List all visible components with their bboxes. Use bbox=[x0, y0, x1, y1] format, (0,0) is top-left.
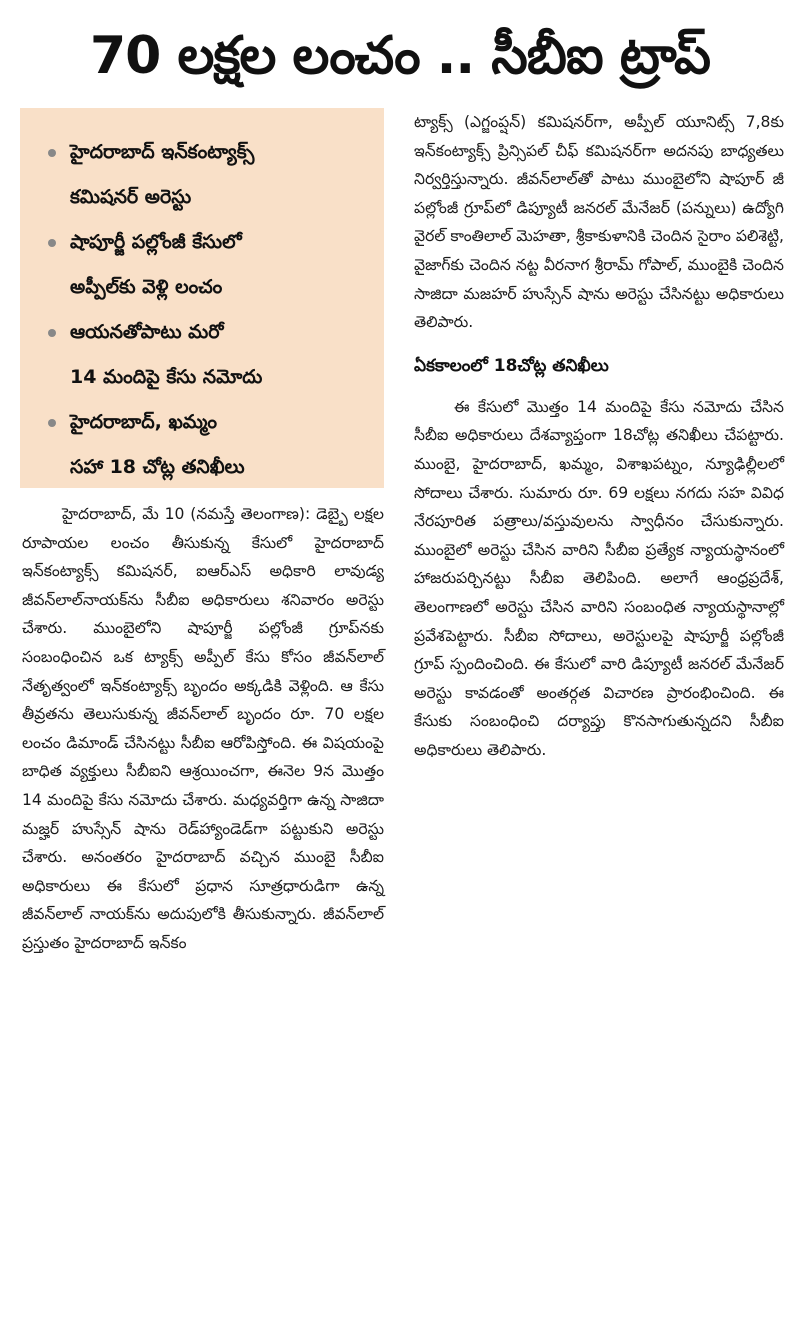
headline: 70 లక్షల లంచం .. సీబీఐ ట్రాప్ bbox=[90, 26, 710, 86]
highlight-item: హైదరాబాద్, ఖమ్మం సహా 18 చోట్ల తనిఖీలు bbox=[48, 400, 370, 490]
highlight-item: ఆయనతోపాటు మరో 14 మందిపై కేసు నమోదు bbox=[48, 310, 370, 400]
article-paragraph: ట్యాక్స్ (ఎగ్జంప్షన్) కమిషనర్‌గా, అప్పీల్ యూనిట్స్ 7,8కు ఇన్‌కంట్యాక్స్ ప్రిన్సిపల్ చీఫ్ కమిషనర్‌గా అదనపు బాధ్యతలు నిర్వర్తిస్తున్నారు. జీవన్‌లాల్‌తో పాటు ముంబైలోని షాపూర్ జీ పల్లోంజీ గ్రూప్‌లో డిప్యూటీ జనరల్ మేనేజర్ (పన్నులు) ఉద్యోగి వైరల్ కాంతిలాల్ మెహతా, శ్రీకాకుళానికి చెందిన సైరాం పలిశెట్టి, వైజాగ్‌కు చెందిన నట్ట వీరనాగ శ్రీరామ్ గోపాల్, ముంబైకి చెందిన సాజిదా మజహర్ హుస్సేన్ షాను అరెస్టు చేసినట్టు అధికారులు తెలిపారు. bbox=[414, 113, 784, 332]
article-paragraph: హైదరాబాద్, మే 10 (నమస్తే తెలంగాణ): డెబ్బై లక్షల రూపాయల లంచం తీసుకున్న కేసులో హైదరాబాద్ ఇన్‌కంట్యాక్స్ కమిషనర్, ఐఆర్‌ఎస్ అధికారి లావుడ్య జీవన్‌లాల్‌నాయక్‌ను సీబీఐ అధికారులు శనివారం అరెస్టు చేశారు. ముంబైలోని షాపూర్జీ పల్లోంజీ గ్రూప్‌నకు సంబంధించిన ఒక ట్యాక్స్ అప్పీల్ కేసు కోసం జీవన్‌లాల్ నేతృత్వంలో ఇన్‌కంట్యాక్స్ బృందం అక్కడికి వెళ్లింది. ఆ కేసు తీవ్రతను తెలుసుకున్న జీవన్‌లాల్ బృందం రూ. 70 లక్షల లంచం డిమాండ్ చేసినట్టు సీబీఐ ఆరోపిస్తోంది. ఈ విషయంపై బాధిత వ్యక్తులు సీబీఐని ఆశ్రయించగా, ఈనెల 9న మొత్తం 14 మందిపై కేసు నమోదు చేశారు. మధ్యవర్తిగా ఉన్న సాజిదా మజ్హర్ హుస్సేన్ షాను రెడ్‌హ్యాండెడ్‌గా పట్టుకుని అరెస్టు చేశారు. అనంతరం హైదరాబాద్ వచ్చిన ముంబై సీబీఐ అధికారులు ఈ కేసులో ప్రధాన సూత్రధారుడిగా ఉన్న జీవన్‌లాల్ నాయక్‌ను అదుపులోకి తీసుకున్నారు. జీవన్‌లాల్ ప్రస్తుతం హైదరాబాద్ ఇన్‌కం bbox=[22, 505, 384, 952]
highlights-box bbox=[20, 108, 384, 488]
right-column bbox=[414, 108, 784, 764]
article-paragraph: ఈ కేసులో మొత్తం 14 మందిపై కేసు నమోదు చేసిన సీబీఐ అధికారులు దేశవ్యాప్తంగా 18చోట్ల తనిఖీలు చేపట్టారు. ముంబై, హైదరాబాద్, ఖమ్మం, విశాఖపట్నం, న్యూఢిల్లీలలో సోదాలు చేశారు. సుమారు రూ. 69 లక్షలు నగదు సహ వివిధ నేరపూరిత పత్రాలు/వస్తువులను స్వాధీనం చేసుకున్నారు. ముంబైలో అరెస్టు చేసిన వారిని సీబీఐ ప్రత్యేక న్యాయస్థానంలో హాజరుపర్చినట్టు సీబీఐ తెలిపింది. అలాగే ఆంధ్రప్రదేశ్, తెలంగాణలో అరెస్టు చేసిన వారిని సంబంధిత న్యాయస్థానాల్లో ప్రవేశపెట్టారు. సీబీఐ సోదాలు, అరెస్టులపై షాపూర్జీ పల్లోంజీ గ్రూప్ స్పందించింది. ఈ కేసులో వారి డిప్యూటీ జనరల్ మేనేజర్ అరెస్టు కావడంతో అంతర్గత విచారణ ప్రారంభించింది. ఈ కేసుకు సంబంధించి దర్యాప్తు కొనసాగుతున్నదని సీబీఐ అధికారులు తెలిపారు. bbox=[414, 397, 784, 759]
highlights-list bbox=[48, 130, 370, 490]
highlight-item: షాపూర్జీ పల్లోంజీ కేసులో అప్పీల్‌కు వెళ్లి లంచం bbox=[48, 220, 370, 310]
left-column bbox=[22, 500, 384, 958]
sub-heading: ఏకకాలంలో 18చోట్ల తనిఖీలు bbox=[414, 355, 609, 376]
highlight-item: హైదరాబాద్ ఇన్‌కంట్యాక్స్ కమిషనర్ అరెస్టు bbox=[48, 130, 370, 220]
